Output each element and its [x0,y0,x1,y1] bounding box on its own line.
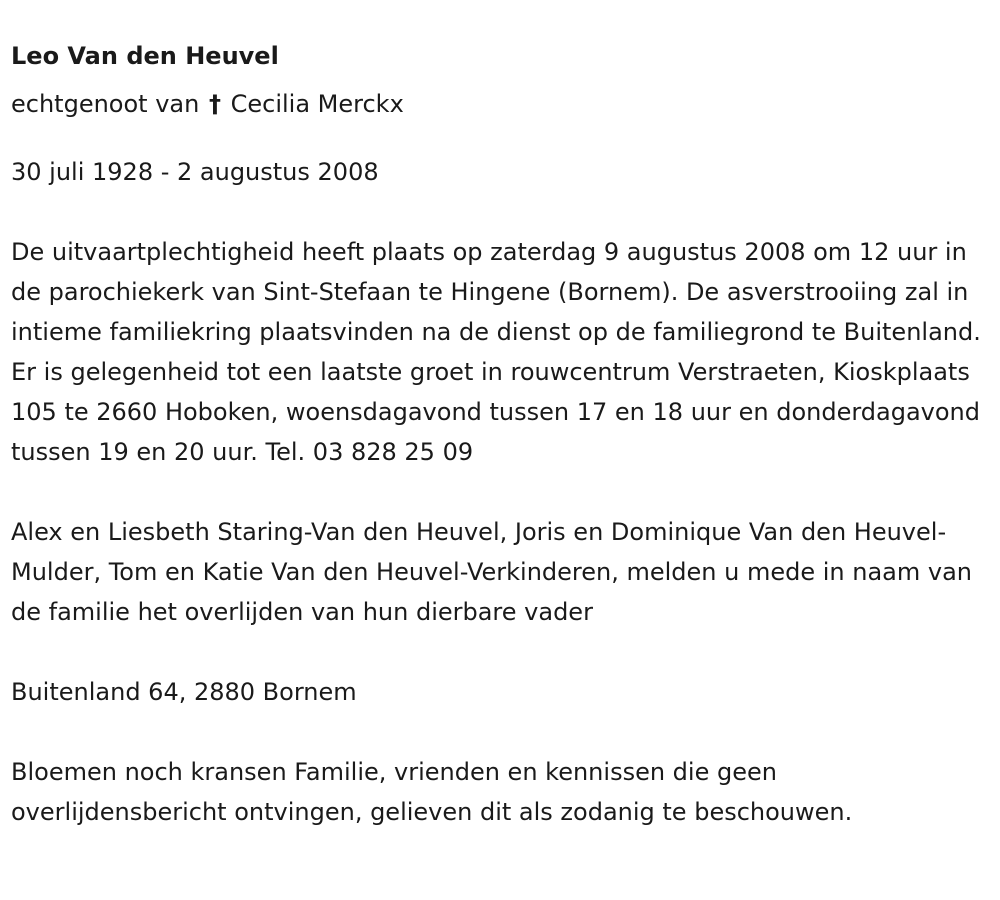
cross-icon: † [208,90,221,118]
ceremony-paragraph: De uitvaartplechtigheid heeft plaats op zaterdag 9 augustus 2008 om 12 uur in de parochiekerk van Sint-Stefaan te Hingene (Bornem). De asverstrooiing zal in intieme familiekring plaatsvinden na de dienst op de familiegrond te Buitenland. Er is gelegenheid tot een laatste groet in rouwcentrum Verstraeten, Kioskplaats 105 te 2660 Hoboken, woensdagavond tussen 17 en 18 uur en donderdagavond tussen 19 en 20 uur. Tel. 03 828 25 09 [11,238,981,466]
life-dates: 30 juli 1928 - 2 augustus 2008 [11,158,379,186]
flowers-paragraph: Bloemen noch kransen Familie, vrienden en kennissen die geen overlijdensbericht ontvingen, gelieven dit als zodanig te beschouwen. [11,758,853,826]
spouse-name: Cecilia Merckx [230,90,404,118]
address-line: Buitenland 64, 2880 Bornem [11,678,357,706]
family-paragraph: Alex en Liesbeth Staring-Van den Heuvel, Joris en Dominique Van den Heuvel-Mulder, Tom en Katie Van den Heuvel-Verkinderen, melden u mede in naam van de familie het overlijden van hun dierbare vader [11,518,973,626]
deceased-name: Leo Van den Heuvel [11,42,279,70]
spouse-prefix: echtgenoot van [11,90,200,118]
spouse-line [11,88,992,120]
